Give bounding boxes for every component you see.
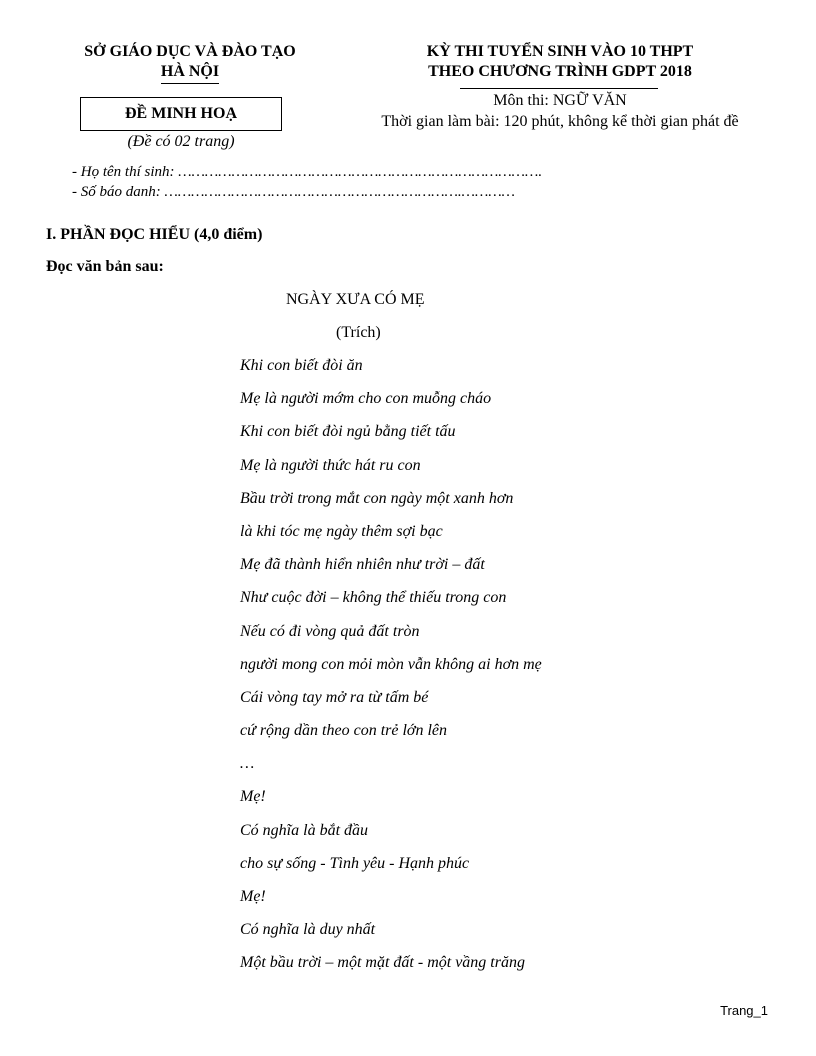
poem-line: Nếu có đi vòng quả đất tròn [240,622,420,640]
candidate-id-field: - Số báo danh: ………………………………………………………….………… [72,184,516,200]
poem-line: Có nghĩa là duy nhất [240,921,376,939]
department-block [40,42,340,84]
exam-subject: Môn thi: NGỮ VĂN [493,92,627,109]
exam-title-line2: THEO CHƯƠNG TRÌNH GDPT 2018 [428,63,692,80]
poem-line: … [240,755,255,773]
poem-line: cho sự sống - Tình yêu - Hạnh phúc [240,854,470,872]
candidate-name-field: - Họ tên thí sinh: ………………………………………………………………………. [72,164,543,180]
poem-title: NGÀY XƯA CÓ MẸ [286,291,425,308]
poem-line: người mong con mỏi mòn vẫn không ai hơn mẹ [240,655,542,673]
poem-line: Khi con biết đòi ngủ bằng tiết tấu [240,423,456,441]
poem-line: Mẹ là người mớm cho con muỗng cháo [240,390,492,408]
exam-title-block [360,42,760,82]
poem-line: Mẹ là người thức hát ru con [240,456,421,474]
doc-type-box: ĐỀ MINH HOẠ [80,97,282,131]
section-title: I. PHẦN ĐỌC HIỂU (4,0 điểm) [46,226,263,243]
poem-line: Mẹ! [240,888,266,905]
page-number: Trang_1 [720,1003,768,1018]
pages-note: (Đề có 02 trang) [127,133,235,150]
poem-line: Mẹ! [240,788,266,806]
section-instruction: Đọc văn bản sau: [46,258,164,275]
poem-line: cứ rộng dần theo con trẻ lớn lên [240,722,448,740]
department-line1: SỞ GIÁO DỤC VÀ ĐÀO TẠO [84,43,296,60]
poem-line: Một bầu trời – một mặt đất - một vầng trăng [240,954,525,972]
poem-subtitle: (Trích) [336,324,381,341]
poem-line: Khi con biết đòi ăn [240,357,363,374]
poem-body [240,356,542,987]
poem-line: Mẹ đã thành hiển nhiên như trời – đất [240,556,485,574]
exam-title-line1: KỲ THI TUYỂN SINH VÀO 10 THPT [426,43,694,60]
poem-line: Bầu trời trong mắt con ngày một xanh hơn [240,489,514,507]
title-underline [460,88,658,89]
exam-duration: Thời gian làm bài: 120 phút, không kể thời gian phát đề [381,113,739,130]
poem-line: là khi tóc mẹ ngày thêm sợi bạc [240,522,443,540]
poem-line: Như cuộc đời – không thể thiếu trong con [240,589,507,607]
poem-line: Cái vòng tay mở ra từ tấm bé [240,688,429,706]
poem-line: Có nghĩa là bắt đầu [240,821,369,839]
department-line2: HÀ NỘI [161,62,219,84]
